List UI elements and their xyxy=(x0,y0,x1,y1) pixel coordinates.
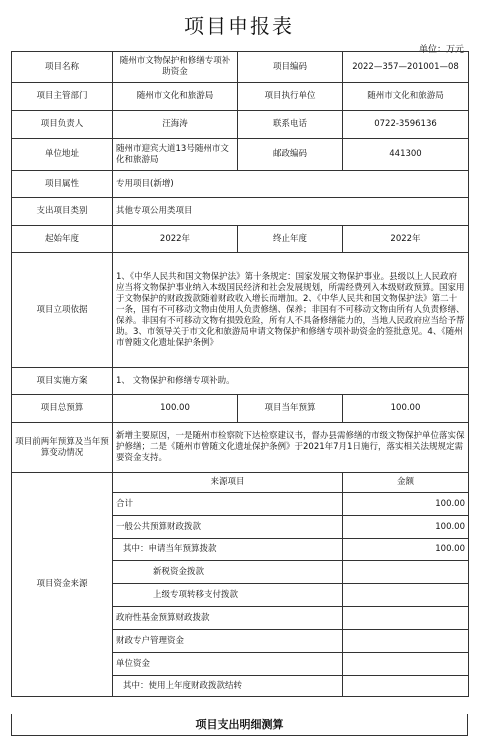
end-year-value: 2022年 xyxy=(343,226,469,253)
project-code-label: 项目编码 xyxy=(238,52,343,83)
table-row xyxy=(12,226,469,253)
unit-label: 单位：万元 xyxy=(418,45,464,55)
project-name-label: 项目名称 xyxy=(12,52,113,83)
exec-unit-label: 项目执行单位 xyxy=(238,83,343,111)
amount-header: 金额 xyxy=(343,473,469,493)
plan-label: 项目实施方案 xyxy=(12,368,113,395)
address-label: 单位地址 xyxy=(12,139,113,171)
table-row xyxy=(12,83,469,111)
exec-unit-value: 随州市文化和旅游局 xyxy=(343,83,469,111)
funding-item-name: 单位资金 xyxy=(113,653,343,676)
funding-item-name: 其中：申请当年预算拨款 xyxy=(113,539,343,561)
category-value: 其他专项公用类项目 xyxy=(113,198,469,226)
funding-item-amount xyxy=(343,630,469,653)
funding-item-name: 一般公共预算财政拨款 xyxy=(113,516,343,539)
project-form-table xyxy=(11,51,469,697)
table-row xyxy=(12,473,469,493)
attribute-value: 专用项目(新增) xyxy=(113,171,469,198)
leader-label: 项目负责人 xyxy=(12,111,113,139)
leader-value: 汪海涛 xyxy=(113,111,238,139)
table-row xyxy=(12,253,469,368)
funding-item-amount: 100.00 xyxy=(343,493,469,516)
basis-text: 1、《中华人民共和国文物保护法》第十条规定：国家发展文物保护事业。县级以上人民政府应当将文物保护事业纳入本级国民经济和社会发展规划，所需经费列入本级财政预算。国家用于文物保护的财政拨款随着财政收入增长而增加。2、《中华人民共和国文物保护法》第二十一条，国有不可移动文物由使用人负责修缮、保养；非国有不可移动文物由所有人负责修缮、保养。非国有不可移动文物有损毁危险，所有人不具备修缮能力的，当地人民政府应当给予帮助。3、市领导关于市文化和旅游局申请文物保护和修缮专项补助资金的签批意见。4、《随州市曾随文化遗址保护条例》 xyxy=(113,253,469,368)
table-row xyxy=(12,139,469,171)
table-row xyxy=(12,198,469,226)
funding-source-label: 项目资金来源 xyxy=(12,473,113,697)
postcode-value: 441300 xyxy=(343,139,469,171)
table-row xyxy=(12,395,469,423)
current-budget-value: 100.00 xyxy=(343,395,469,423)
start-year-value: 2022年 xyxy=(113,226,238,253)
plan-value: 1、 文物保护和修缮专项补助。 xyxy=(113,368,469,395)
current-budget-label: 项目当年预算 xyxy=(238,395,343,423)
table-row xyxy=(12,111,469,139)
dept-label: 项目主管部门 xyxy=(12,83,113,111)
funding-item-name: 其中：使用上年度财政拨款结转 xyxy=(113,676,343,697)
phone-value: 0722-3596136 xyxy=(343,111,469,139)
dept-value: 随州市文化和旅游局 xyxy=(113,83,238,111)
detail-section-title: 项目支出明细测算 xyxy=(11,714,468,736)
funding-item-amount xyxy=(343,561,469,584)
end-year-label: 终止年度 xyxy=(238,226,343,253)
project-name-value: 随州市文物保护和修缮专项补助资金 xyxy=(113,52,238,83)
funding-item-amount xyxy=(343,584,469,607)
funding-item-amount xyxy=(343,676,469,697)
phone-label: 联系电话 xyxy=(238,111,343,139)
table-row xyxy=(12,423,469,473)
table-row xyxy=(12,52,469,83)
postcode-label: 邮政编码 xyxy=(238,139,343,171)
funding-item-name: 新税资金拨款 xyxy=(113,561,343,584)
total-budget-value: 100.00 xyxy=(113,395,238,423)
funding-item-amount xyxy=(343,653,469,676)
project-code-value: 2022—357—201001—08 xyxy=(343,52,469,83)
funding-item-name: 政府性基金预算财政拨款 xyxy=(113,607,343,630)
attribute-label: 项目属性 xyxy=(12,171,113,198)
budget-change-text: 新增主要原因，一是随州市检察院下达检察建议书，督办县需修缮的市级文物保护单位落实保护修缮；二是《随州市曾随文化遗址保护条例》于2021年7月1日施行，落实相关法规规定需要资金支持。 xyxy=(113,423,469,473)
table-row xyxy=(12,171,469,198)
funding-item-amount xyxy=(343,607,469,630)
source-header: 来源项目 xyxy=(113,473,343,493)
budget-change-label: 项目前两年预算及当年预算变动情况 xyxy=(12,423,113,473)
table-row xyxy=(12,368,469,395)
start-year-label: 起始年度 xyxy=(12,226,113,253)
funding-item-name: 合计 xyxy=(113,493,343,516)
funding-item-amount: 100.00 xyxy=(343,516,469,539)
funding-item-amount: 100.00 xyxy=(343,539,469,561)
total-budget-label: 项目总预算 xyxy=(12,395,113,423)
basis-label: 项目立项依据 xyxy=(12,253,113,368)
funding-item-name: 财政专户管理资金 xyxy=(113,630,343,653)
address-value: 随州市迎宾大道13号随州市文化和旅游局 xyxy=(113,139,238,171)
page-title: 项目申报表 xyxy=(184,14,294,38)
funding-item-name: 上级专项转移支付拨款 xyxy=(113,584,343,607)
category-label: 支出项目类别 xyxy=(12,198,113,226)
